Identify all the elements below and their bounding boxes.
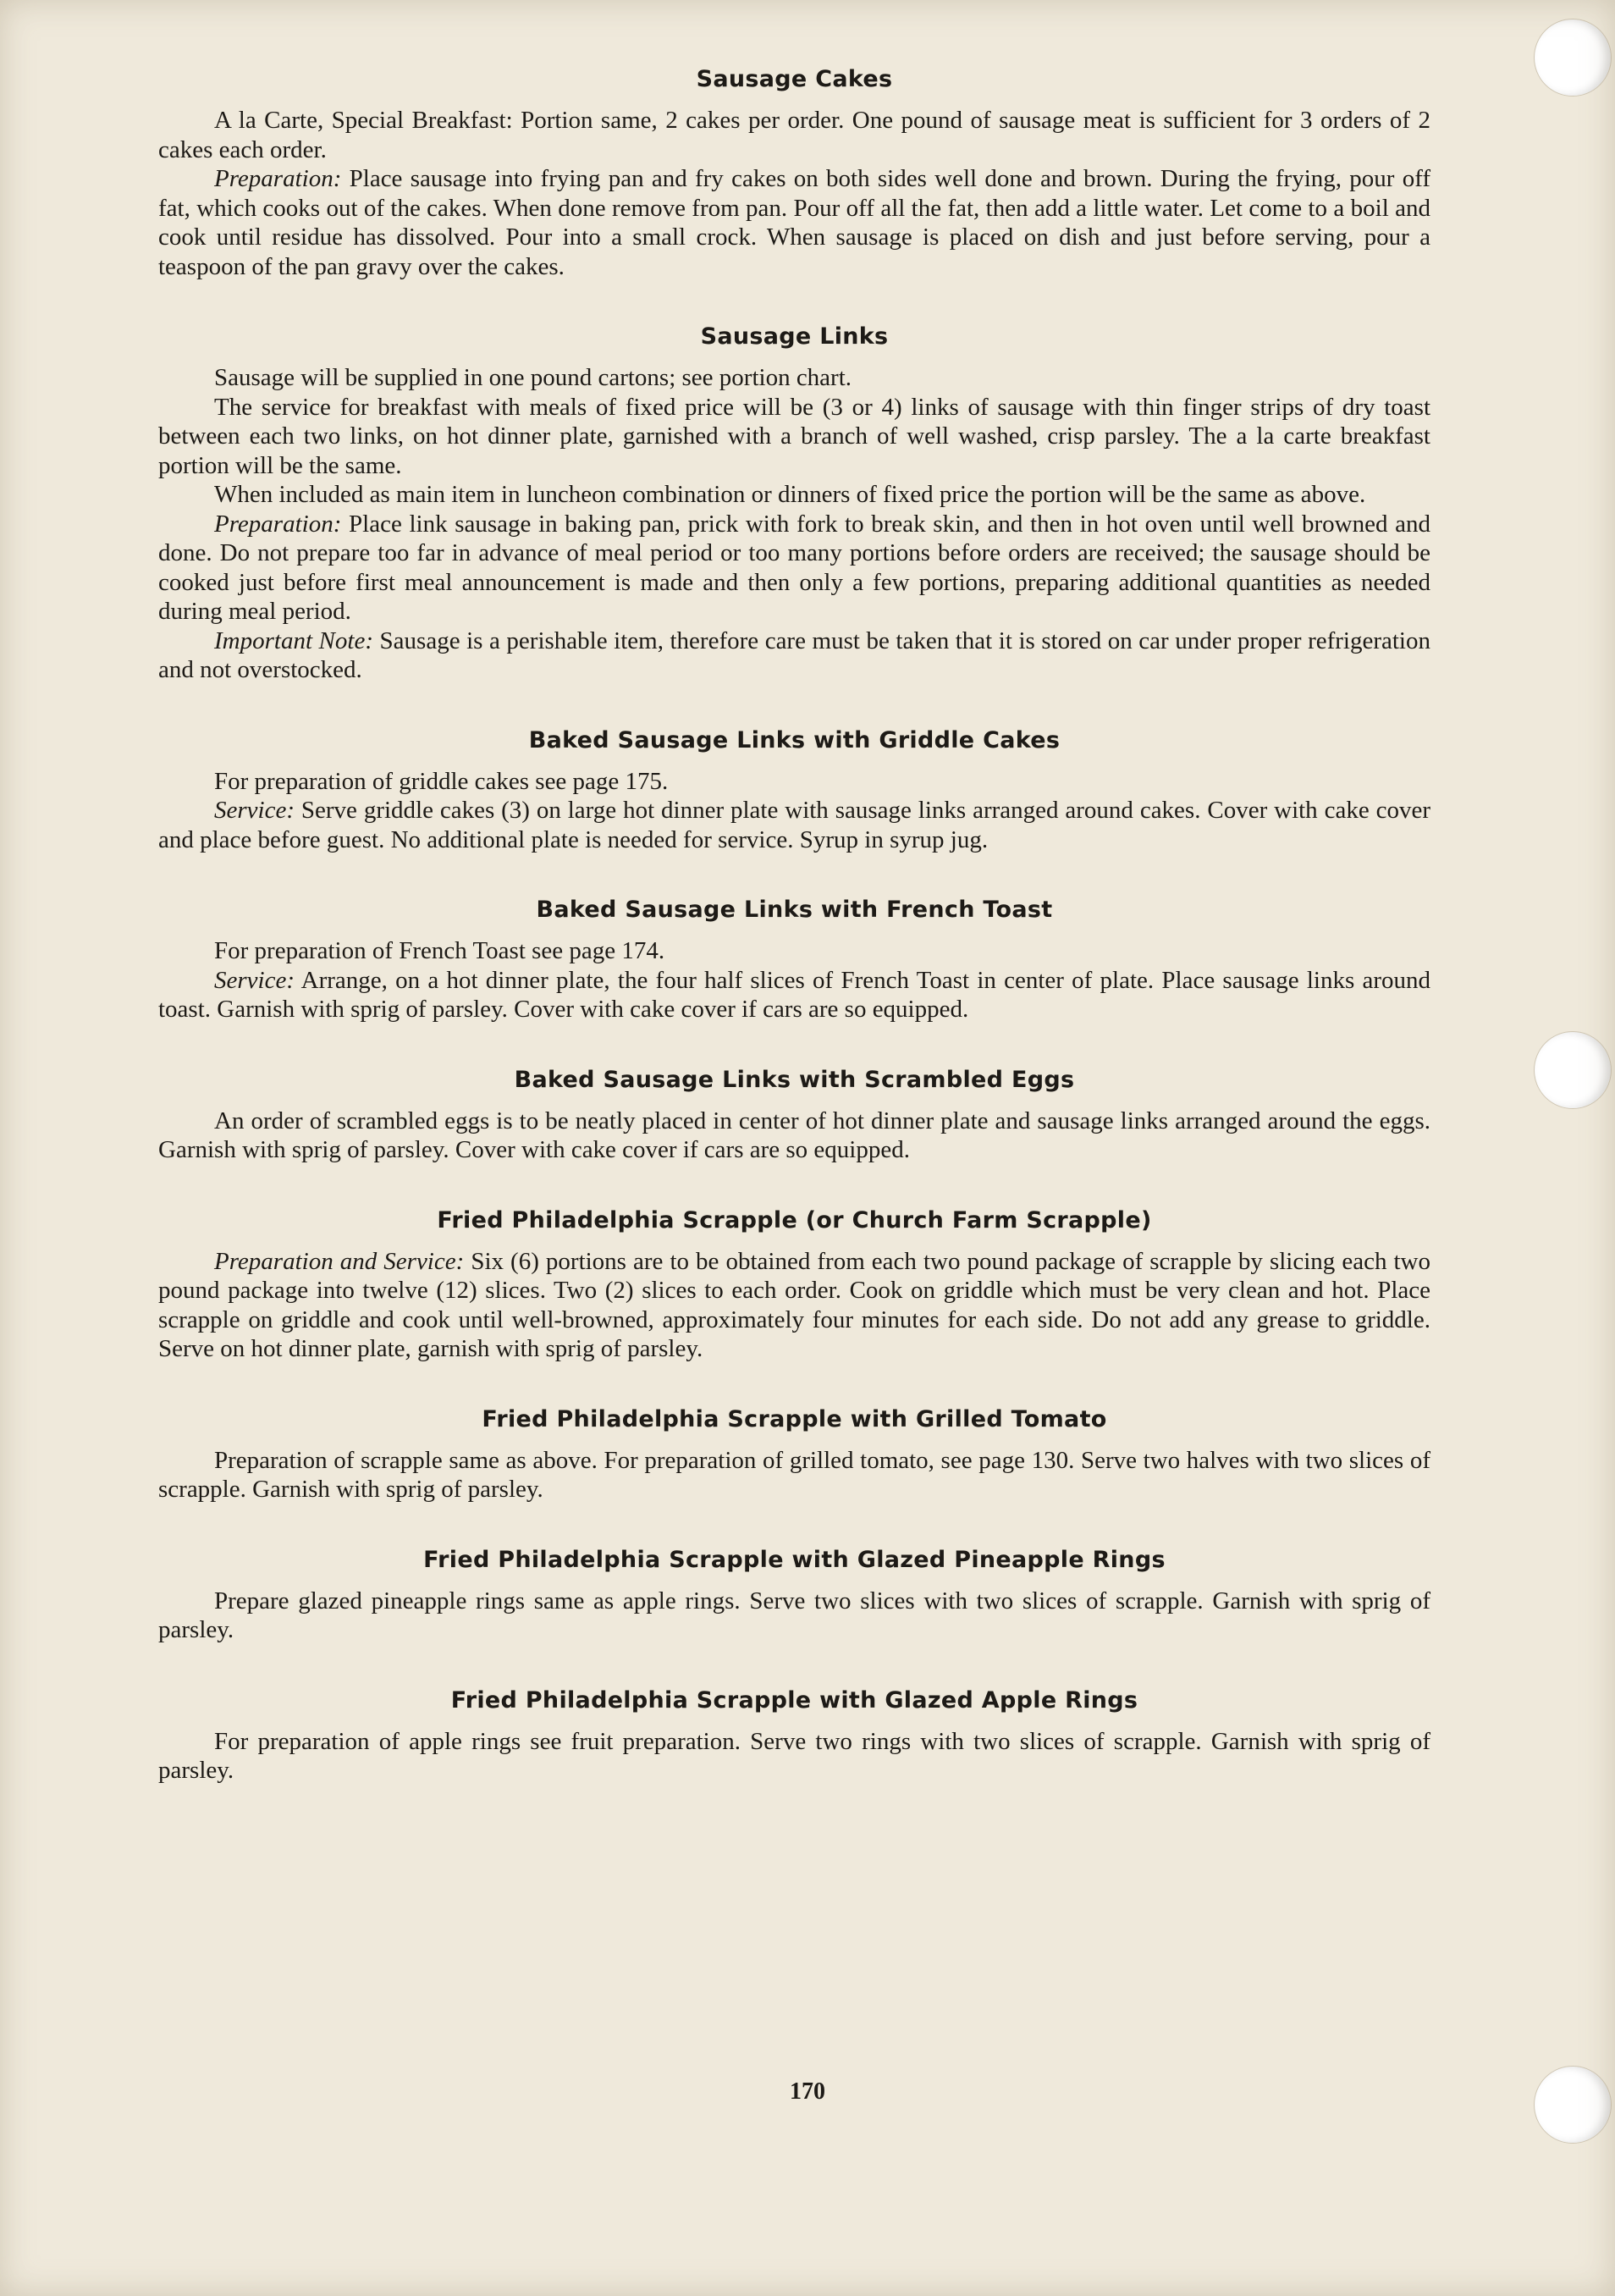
recipe-heading: Baked Sausage Links with Scrambled Eggs (514, 1066, 1075, 1093)
paragraph-text: Arrange, on a hot dinner plate, the four half slices of French Toast in center of plate. Place sausage links around toast. Garnish with sprig of parsley. Cover with cake cover if cars are so equipped. (158, 966, 1430, 1023)
paragraph-text: For preparation of French Toast see page 174. (214, 937, 665, 964)
recipe-paragraph (158, 767, 1430, 797)
paragraph-text: Sausage is a perishable item, therefore care must be taken that it is stored on car under proper refrigeration and not overstocked. (158, 626, 1430, 683)
recipe-paragraph (158, 480, 1430, 510)
recipe-section (158, 66, 1430, 281)
recipe-heading: Sausage Links (700, 323, 889, 350)
recipe-section (158, 727, 1430, 855)
recipe-paragraph (158, 164, 1430, 281)
recipe-section (158, 1207, 1430, 1364)
paragraph-lead: Service: (214, 797, 295, 824)
recipe-heading: Fried Philadelphia Scrapple with Glazed Pineapple Rings (423, 1546, 1166, 1573)
recipe-paragraph (158, 363, 1430, 393)
recipe-paragraph (158, 1247, 1430, 1364)
binder-hole-middle (1534, 1031, 1612, 1109)
paragraph-text: Place sausage into frying pan and fry cakes on both sides well done and brown. During the frying, pour off fat, which cooks out of the cakes. When done remove from pan. Pour off all the fat, then add a little water. Let come to a boil and cook until residue has dissolved. Pour into a small crock. When sausage is placed on dish and just before serving, pour a teaspoon of the pan gravy over the cakes. (158, 165, 1430, 280)
paragraph-text: Prepare glazed pineapple rings same as apple rings. Serve two slices with two slices of scrapple. Garnish with sprig of parsley. (158, 1587, 1430, 1643)
recipe-section (158, 1067, 1430, 1165)
recipe-paragraph (158, 966, 1430, 1024)
paragraph-text: For preparation of griddle cakes see page 175. (214, 767, 669, 795)
recipe-paragraph (158, 936, 1430, 966)
recipe-heading: Sausage Cakes (696, 66, 893, 92)
recipe-section (158, 323, 1430, 685)
recipe-heading: Fried Philadelphia Scrapple (or Church Farm Scrapple) (437, 1206, 1152, 1234)
page-content (158, 66, 1430, 1828)
paragraph-lead: Preparation: (214, 510, 342, 538)
binder-hole-top (1534, 19, 1612, 97)
recipe-heading: Fried Philadelphia Scrapple with Glazed Apple Rings (450, 1686, 1138, 1714)
recipe-section (158, 1547, 1430, 1645)
recipe-paragraph (158, 1727, 1430, 1785)
paragraph-lead: Preparation and Service: (214, 1247, 465, 1275)
page-number: 170 (790, 2078, 825, 2105)
recipe-paragraph (158, 1446, 1430, 1504)
paragraph-text: When included as main item in luncheon combination or dinners of fixed price the portion will be the same as above. (214, 481, 1366, 508)
recipe-section (158, 1687, 1430, 1785)
recipe-heading: Fried Philadelphia Scrapple with Grilled Tomato (482, 1405, 1107, 1432)
paragraph-lead: Service: (214, 966, 295, 994)
paragraph-text: A la Carte, Special Breakfast: Portion same, 2 cakes per order. One pound of sausage meat is sufficient for 3 orders of 2 cakes each order. (158, 107, 1430, 163)
recipe-paragraph (158, 796, 1430, 854)
paragraph-text: Six (6) portions are to be obtained from each two pound package of scrapple by slicing each two pound package into twelve (12) slices. Two (2) slices to each order. Cook on griddle which must be very clean and hot. Place scrapple on griddle and cook until well-browned, approximately four minutes for each side. Do not add any grease to griddle. Serve on hot dinner plate, garnish with sprig of parsley. (158, 1247, 1431, 1362)
paragraph-text: Place link sausage in baking pan, prick with fork to break skin, and then in hot oven until well browned and done. Do not prepare too far in advance of meal period or too many portions before orders are received; the sausage should be cooked just before first meal announcement is made and then only a few portions, preparing additional quantities as needed during meal period. (158, 510, 1430, 625)
recipe-heading: Baked Sausage Links with Griddle Cakes (528, 726, 1061, 753)
paragraph-text: Preparation of scrapple same as above. For preparation of grilled tomato, see page 130. Serve two halves with two slices of scrapple. Garnish with sprig of parsley. (158, 1446, 1430, 1503)
recipe-paragraph (158, 1587, 1430, 1645)
paragraph-text: For preparation of apple rings see fruit preparation. Serve two rings with two slices of scrapple. Garnish with sprig of parsley. (158, 1727, 1430, 1784)
paragraph-text: Serve griddle cakes (3) on large hot dinner plate with sausage links arranged around cakes. Cover with cake cover and place before guest. No additional plate is needed for service. Syrup in syrup jug. (158, 797, 1430, 853)
recipe-heading: Baked Sausage Links with French Toast (536, 897, 1053, 923)
paragraph-text: An order of scrambled eggs is to be neatly placed in center of hot dinner plate and sausage links arranged around the eggs. Garnish with sprig of parsley. Cover with cake cover if cars are so equipped. (158, 1107, 1430, 1163)
paragraph-lead: Preparation: (214, 165, 342, 192)
paragraph-text: The service for breakfast with meals of fixed price will be (3 or 4) links of sausage with thin finger strips of dry toast between each two links, on hot dinner plate, garnished with a branch of well washed, crisp parsley. The a la carte breakfast portion will be the same. (158, 393, 1430, 479)
paragraph-lead: Important Note: (214, 626, 373, 654)
recipe-paragraph (158, 510, 1430, 626)
recipe-paragraph (158, 1107, 1430, 1165)
recipe-paragraph (158, 106, 1430, 164)
recipe-section (158, 1406, 1430, 1504)
paragraph-text: Sausage will be supplied in one pound cartons; see portion chart. (214, 364, 852, 391)
recipe-section (158, 897, 1430, 1024)
recipe-paragraph (158, 626, 1430, 685)
recipe-paragraph (158, 393, 1430, 481)
